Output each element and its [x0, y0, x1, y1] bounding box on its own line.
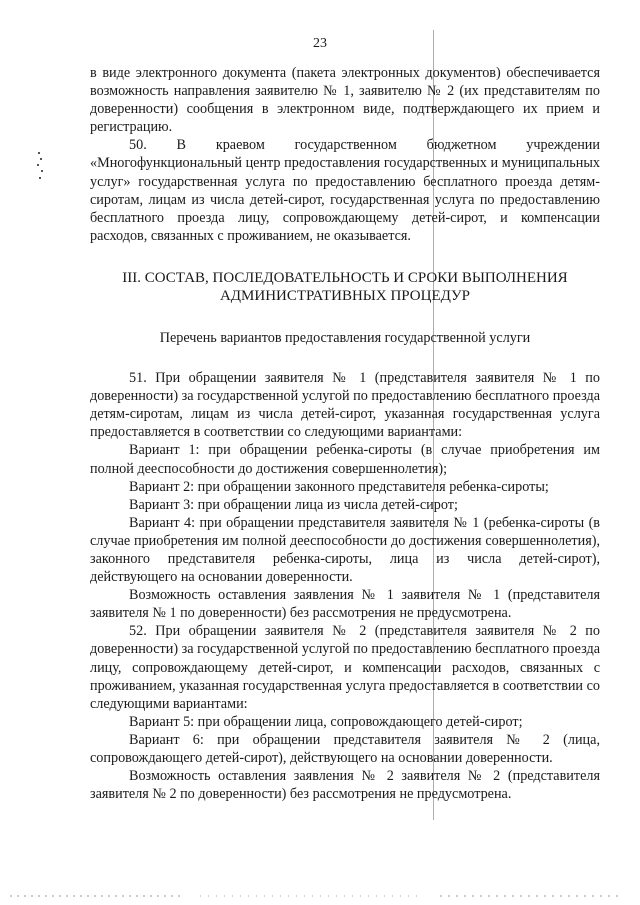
variant-3: Вариант 3: при обращении лица из числа детей-сирот;: [129, 496, 458, 513]
variant-6: Вариант 6: при обращении представителя заявителя № 2 (лица, сопровождающего детей-сирот), действующего на основании доверенности.: [90, 731, 600, 766]
scan-margin-marks: [36, 152, 44, 182]
variant-2: Вариант 2: при обращении законного представителя ребенка-сироты;: [129, 478, 549, 495]
paragraph-no-review-1: Возможность оставления заявления № 1 заявителя № 1 (представителя заявителя № 1 по доверенности) без рассмотрения не предусмотрена.: [90, 587, 600, 622]
paragraph-51: 51. При обращении заявителя № 1 (представителя заявителя № 1 по доверенности) за государственной услугой по предоставлению бесплатного проезда детям-сиротам, лицам из числа детей-сирот, указанная государственная услуга предоставляется в соответствии со следующими вариантами:: [90, 370, 600, 441]
subsection-heading: Перечень вариантов предоставления государственной услуги: [159, 329, 531, 346]
section-heading-line-2: АДМИНИСТРАТИВНЫХ ПРОЦЕДУР: [219, 287, 471, 304]
section-heading-line-1: III. СОСТАВ, ПОСЛЕДОВАТЕЛЬНОСТЬ И СРОКИ ВЫПОЛНЕНИЯ: [122, 269, 568, 286]
paragraph-continuation: в виде электронного документа (пакета электронных документов) обеспечивается возможность направления заявителю № 1, заявителю № 2 (их представителям по доверенности) сообщения в электронном виде, подтверждающего их прием и регистрацию.: [90, 65, 600, 136]
scan-bottom-noise: [0, 893, 640, 899]
variant-4: Вариант 4: при обращении представителя заявителя № 1 (ребенка-сироты (в случае приобретения им полной дееспособности до достижения совершеннолетия), законного представителя ребенка-сироты, лица из числа детей-сирот), действующего на основании доверенности.: [90, 514, 600, 586]
paragraph-52: 52. При обращении заявителя № 2 (представителя заявителя № 2 по доверенности) за государственной услугой по предоставлению бесплатного проезда лицу, сопровождающему детей-сирот, и компенсации расходов, связанных с проживанием, указанная государственная услуга предоставляется в соответствии со следующими вариантами:: [90, 623, 600, 712]
variant-1: Вариант 1: при обращении ребенка-сироты (в случае приобретения им полной дееспособности до достижения совершеннолетия);: [90, 442, 600, 477]
page-number: 23: [313, 36, 327, 51]
paragraph-50: 50. В краевом государственном бюджетном учреждении «Многофункциональный центр предоставления государственных и муниципальных услуг» государственная услуга по предоставлению бесплатного проезда детям-сиротам, лицам из числа детей-сирот, государственная услуга по предоставлению бесплатного проезда лицу, сопровождающему детей-сирот, и компенсации расходов, связанных с проживанием, не оказывается.: [90, 137, 600, 244]
variant-5: Вариант 5: при обращении лица, сопровождающего детей-сирот;: [129, 713, 523, 730]
section-heading: [90, 269, 600, 305]
document-body: [90, 64, 600, 803]
paragraph-no-review-2: Возможность оставления заявления № 2 заявителя № 2 (представителя заявителя № 2 по доверенности) без рассмотрения не предусмотрена.: [90, 768, 600, 803]
